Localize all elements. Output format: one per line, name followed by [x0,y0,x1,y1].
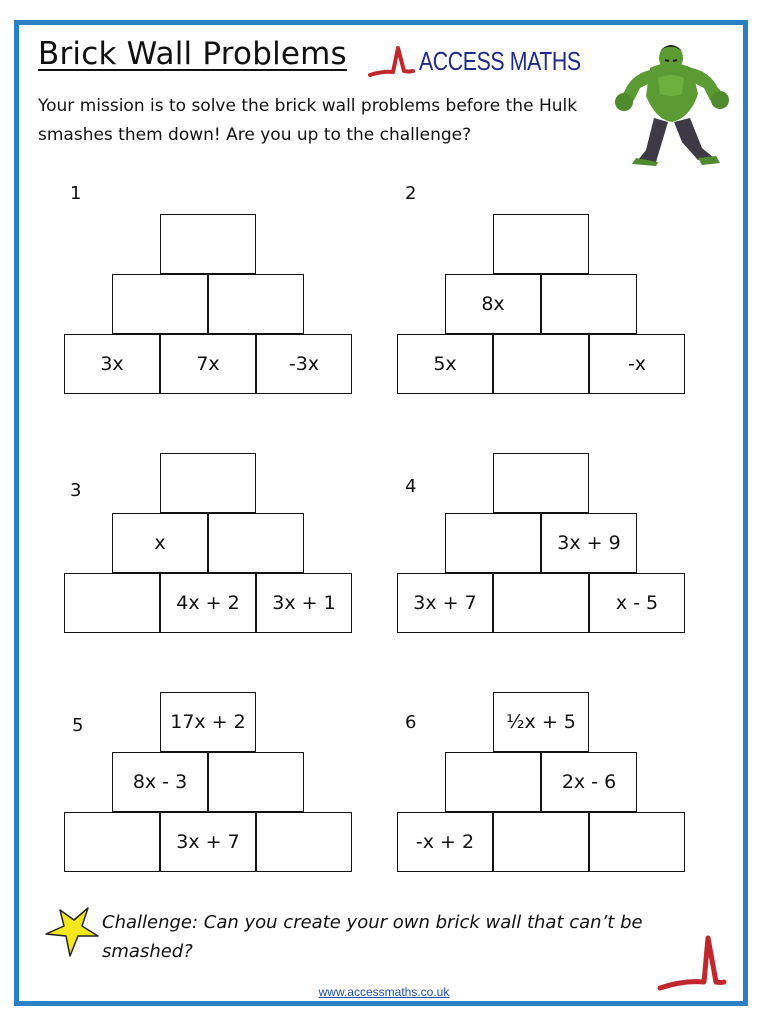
brick-bottom-1: -x + 2 [397,812,493,872]
brick-bottom-3: x - 5 [589,573,685,633]
brick-middle-1: 8x [445,274,541,334]
brick-bottom-2 [493,334,589,394]
brick-top-1: ½x + 5 [493,692,589,752]
brick-bottom-2 [493,812,589,872]
brick-top-1 [493,453,589,513]
brick-middle-1: x [112,513,208,573]
brick-middle-1 [445,513,541,573]
brick-bottom-1 [64,573,160,633]
brick-middle-1: 8x - 3 [112,752,208,812]
brick-bottom-1: 3x [64,334,160,394]
brand-name: ACCESS MATHS [419,46,581,76]
brick-middle-2: 2x - 6 [541,752,637,812]
brick-bottom-1: 5x [397,334,493,394]
brick-bottom-3: -3x [256,334,352,394]
brick-bottom-3 [589,812,685,872]
brick-middle-2 [208,513,304,573]
brick-bottom-2: 3x + 7 [160,812,256,872]
brick-middle-2 [208,274,304,334]
problem-number: 6 [405,712,417,733]
brick-bottom-3 [256,812,352,872]
challenge-text: Challenge: Can you create your own brick wall that can’t be smashed? [102,912,643,962]
brick-bottom-2: 4x + 2 [160,573,256,633]
intro-text: Your mission is to solve the brick wall problems before the Hulk smashes them down! Are you up to the challenge? [38,96,578,145]
hulk-figure-icon [610,38,732,166]
problem-number: 3 [70,480,82,501]
brick-bottom-3: -x [589,334,685,394]
brick-top-1 [160,453,256,513]
brick-middle-2: 3x + 9 [541,513,637,573]
brick-bottom-1: 3x + 7 [397,573,493,633]
page-title: Brick Wall Problems [38,36,347,72]
brick-middle-1 [445,752,541,812]
brick-middle-2 [208,752,304,812]
access-maths-logo-icon [368,44,416,80]
website-link[interactable]: www.accessmaths.co.uk [318,985,450,999]
problem-number: 1 [70,183,82,204]
brick-bottom-3: 3x + 1 [256,573,352,633]
problem-number: 2 [405,183,417,204]
brick-top-1 [493,214,589,274]
star-icon [44,906,100,962]
brick-top-1 [160,214,256,274]
brick-bottom-2: 7x [160,334,256,394]
brick-top-1: 17x + 2 [160,692,256,752]
problem-number: 5 [72,715,84,736]
brick-bottom-2 [493,573,589,633]
brick-bottom-1 [64,812,160,872]
brick-middle-1 [112,274,208,334]
problem-number: 4 [405,476,417,497]
brick-middle-2 [541,274,637,334]
